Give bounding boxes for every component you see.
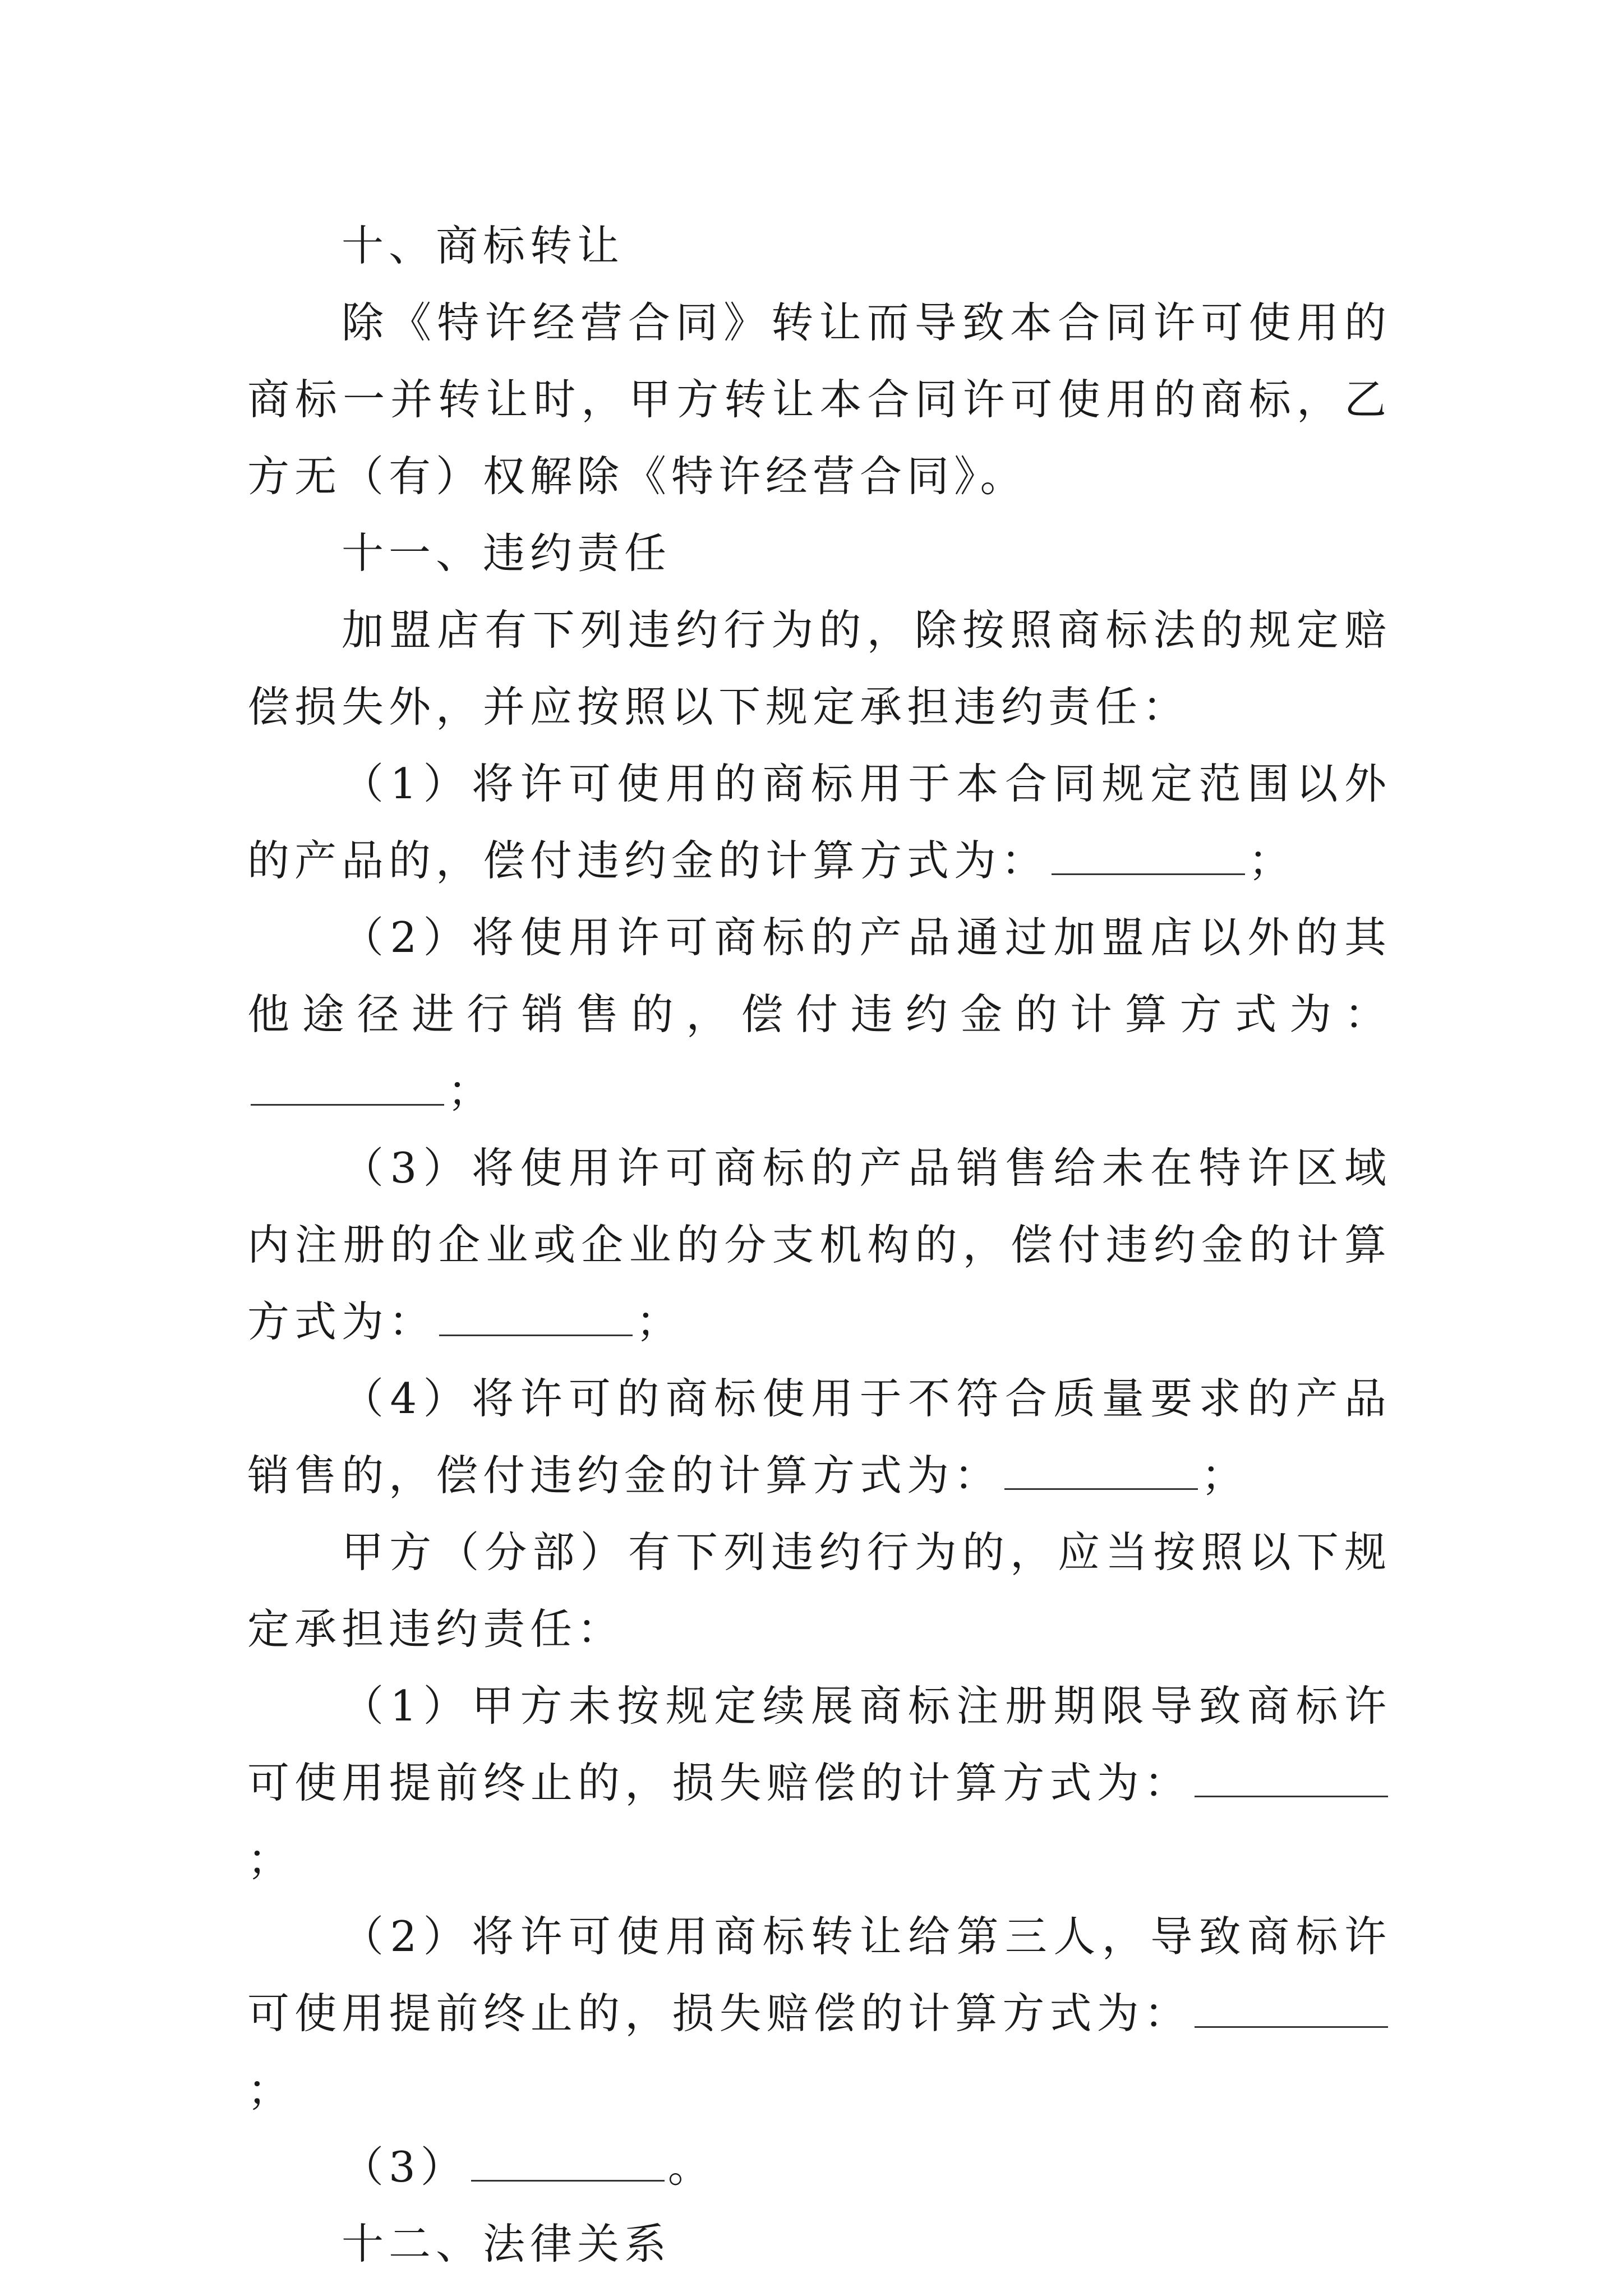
punctuation: 。 <box>667 2142 715 2192</box>
list-item-franchisee-4 <box>247 1360 1391 1514</box>
punctuation: ； <box>1248 836 1296 885</box>
section-heading-text: 十、商标转让 <box>342 221 625 270</box>
list-item-text: （3）将使用许可商标的产品销售给未在特许区域内注册的企业或企业的分支机构的，偿付违约金的计算方式为： <box>247 1143 1391 1346</box>
paragraph-text: 除《特许经营合同》转让而导致本合同许可使用的商标一并转让时，甲方转让本合同许可使用的商标，乙方无（有）权解除《特许经营合同》。 <box>247 298 1391 501</box>
fill-in-blank[interactable] <box>1004 1484 1198 1490</box>
list-item-text: （2）将使用许可商标的产品通过加盟店以外的其他途径进行销售的，偿付违约金的计算方式为： <box>247 913 1391 1039</box>
fill-in-blank[interactable] <box>251 1099 444 1106</box>
list-item-partyA-1 <box>247 1668 1391 1898</box>
punctuation: ； <box>448 1066 495 1116</box>
section-heading-legal-relationship <box>247 2206 1391 2283</box>
fill-in-blank[interactable] <box>1052 869 1245 875</box>
list-item-text: （3） <box>342 2142 468 2192</box>
list-item-text: （1）将许可使用的商标用于本合同规定范围以外的产品的，偿付违约金的计算方式为： <box>247 759 1391 885</box>
fill-in-blank[interactable] <box>1195 1791 1388 1797</box>
list-item-partyA-2 <box>247 1898 1391 2129</box>
list-item-text: （2）将许可使用商标转让给第三人，导致商标许可使用提前终止的，损失赔偿的计算方式为： <box>247 1912 1391 2038</box>
section-heading-liability <box>247 515 1391 592</box>
section-heading-text: 十一、违约责任 <box>342 528 672 578</box>
list-item-franchisee-3 <box>247 1130 1391 1360</box>
list-item-text: （1）甲方未按规定续展商标注册期限导致商标许可使用提前终止的，损失赔偿的计算方式为： <box>247 1681 1391 1807</box>
fill-in-blank[interactable] <box>439 1330 633 1336</box>
section-heading-text: 十二、法律关系 <box>342 2219 672 2269</box>
fill-in-blank[interactable] <box>471 2175 665 2182</box>
punctuation: ； <box>1201 1451 1249 1500</box>
punctuation: ； <box>247 2065 295 2115</box>
punctuation: ； <box>636 1297 684 1346</box>
paragraph-trademark-transfer <box>247 284 1391 515</box>
document-body <box>247 208 1391 2283</box>
list-item-franchisee-1 <box>247 746 1391 899</box>
paragraph-partyA-breach-intro <box>247 1514 1391 1668</box>
paragraph-franchisee-breach-intro <box>247 592 1391 746</box>
paragraph-text: 甲方（分部）有下列违约行为的，应当按照以下规定承担违约责任： <box>247 1527 1391 1654</box>
fill-in-blank[interactable] <box>1195 2022 1388 2028</box>
punctuation: ； <box>247 1835 295 1884</box>
list-item-partyA-3 <box>247 2129 1391 2206</box>
section-heading-trademark-transfer <box>247 208 1391 284</box>
list-item-franchisee-2 <box>247 899 1391 1130</box>
list-item-text: （4）将许可的商标使用于不符合质量要求的产品销售的，偿付违约金的计算方式为： <box>247 1374 1391 1500</box>
paragraph-text: 加盟店有下列违约行为的，除按照商标法的规定赔偿损失外，并应按照以下规定承担违约责任： <box>247 605 1391 731</box>
